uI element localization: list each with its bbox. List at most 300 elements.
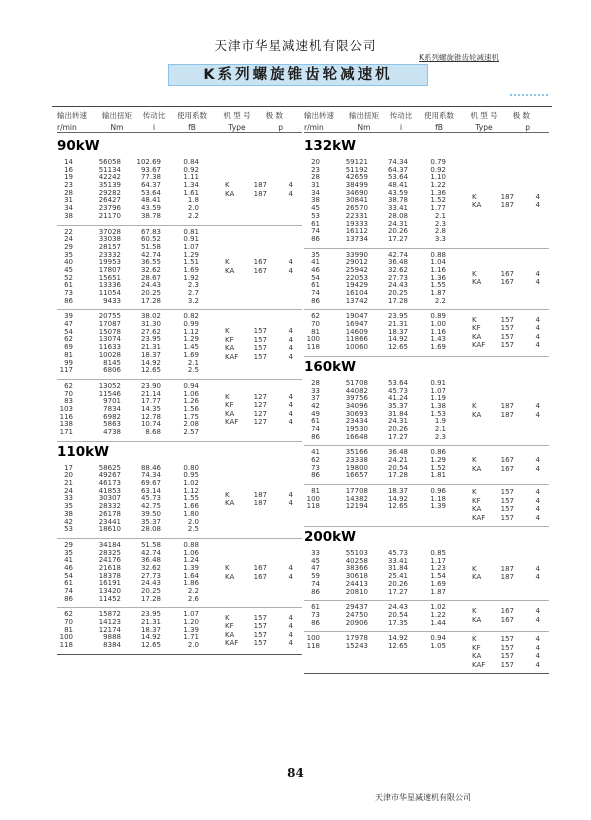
cell-service-factor: 2.1 <box>187 358 199 367</box>
cell-service-factor: 1.9 <box>434 417 446 426</box>
cell-torque: 14609 <box>345 327 368 336</box>
model-type: K <box>472 607 477 616</box>
model-size: 157 <box>500 505 514 514</box>
cell-service-factor: 0.86 <box>430 448 446 457</box>
cell-ratio: 12.65 <box>387 641 408 650</box>
cell-speed: 24 <box>64 235 73 244</box>
cell-service-factor: 2.3 <box>434 219 446 228</box>
data-rows <box>304 449 470 480</box>
cell-service-factor: 1.87 <box>430 587 446 596</box>
cell-torque: 17087 <box>98 320 121 329</box>
cell-ratio: 42.74 <box>140 250 161 259</box>
model-size: 187 <box>253 189 267 198</box>
cell-ratio: 64.37 <box>140 181 161 190</box>
cell-service-factor: 0.94 <box>430 634 446 643</box>
unit-torque: Nm <box>357 123 371 132</box>
cell-service-factor: 1.69 <box>430 343 446 352</box>
model-row <box>223 564 302 573</box>
cell-torque: 29282 <box>98 188 121 197</box>
cell-service-factor: 1.07 <box>183 242 199 251</box>
cell-speed: 74 <box>311 579 320 588</box>
cell-torque: 35139 <box>98 181 121 190</box>
model-row <box>470 465 549 474</box>
cell-ratio: 20.25 <box>140 587 161 595</box>
model-row <box>223 622 302 631</box>
cell-torque: 29437 <box>345 603 368 612</box>
cell-ratio: 24.21 <box>387 456 408 464</box>
cell-speed: 42 <box>64 517 73 526</box>
cell-torque: 26570 <box>345 204 368 213</box>
cell-speed: 61 <box>311 417 320 426</box>
model-type: KAF <box>225 418 239 427</box>
model-row <box>223 327 302 336</box>
table-row <box>304 643 470 651</box>
model-type: KA <box>225 630 235 639</box>
header-ratio: 传动比 <box>389 111 413 120</box>
cell-service-factor: 1.02 <box>430 603 446 612</box>
cell-torque: 21170 <box>98 211 121 220</box>
model-size: 187 <box>500 192 514 201</box>
cell-speed: 52 <box>64 273 73 282</box>
cell-torque: 16947 <box>345 320 368 329</box>
cell-service-factor: 0.95 <box>183 471 199 480</box>
model-poles: 4 <box>288 499 293 508</box>
model-list <box>470 635 549 669</box>
table-row <box>304 620 470 628</box>
cell-ratio: 10.74 <box>140 420 161 429</box>
cell-speed: 31 <box>64 196 73 205</box>
cell-service-factor: 1.69 <box>183 350 199 359</box>
cell-torque: 59121 <box>345 158 368 166</box>
model-type: KA <box>225 266 235 275</box>
cell-torque: 13742 <box>345 296 368 305</box>
cell-service-factor: 1.53 <box>430 409 446 418</box>
cell-ratio: 45.73 <box>387 386 408 395</box>
cell-torque: 7834 <box>103 404 121 413</box>
cell-service-factor: 1.07 <box>430 386 446 395</box>
model-poles: 4 <box>288 392 293 401</box>
model-type: KA <box>472 278 482 287</box>
cell-torque: 26427 <box>98 196 121 205</box>
table-row <box>57 298 223 306</box>
cell-torque: 13734 <box>345 234 368 243</box>
model-row <box>470 616 549 625</box>
model-poles: 4 <box>535 315 540 324</box>
cell-ratio: 53.64 <box>387 378 408 387</box>
cell-speed: 21 <box>64 479 73 488</box>
cell-ratio: 32.62 <box>387 265 408 274</box>
model-poles: 4 <box>535 341 540 350</box>
model-row <box>223 344 302 353</box>
cell-ratio: 23.95 <box>140 335 161 344</box>
model-size: 157 <box>253 622 267 631</box>
cell-torque: 24750 <box>345 610 368 619</box>
cell-speed: 53 <box>311 211 320 220</box>
model-poles: 4 <box>288 418 293 427</box>
cell-service-factor: 1.26 <box>183 397 199 406</box>
cell-service-factor: 2.7 <box>187 289 199 297</box>
model-size: 187 <box>500 564 514 573</box>
cell-ratio: 31.30 <box>140 320 161 329</box>
cell-speed: 53 <box>64 525 73 534</box>
unit-type: Type <box>228 123 246 132</box>
cell-speed: 37 <box>311 394 320 403</box>
model-poles: 4 <box>535 464 540 473</box>
cell-speed: 70 <box>64 389 73 398</box>
model-row <box>223 631 302 640</box>
cell-speed: 81 <box>64 625 73 634</box>
model-type: KF <box>225 335 234 344</box>
model-group <box>57 539 302 609</box>
model-poles: 4 <box>288 335 293 344</box>
cell-service-factor: 1.43 <box>430 335 446 344</box>
cell-speed: 41 <box>64 556 73 565</box>
cell-service-factor: 1.00 <box>430 320 446 329</box>
cell-ratio: 14.35 <box>140 404 161 413</box>
cell-speed: 86 <box>311 234 320 243</box>
cell-speed: 38 <box>311 196 320 205</box>
model-type: K <box>225 490 230 499</box>
cell-torque: 34096 <box>345 401 368 410</box>
cell-ratio: 42.74 <box>387 250 408 259</box>
model-row <box>223 614 302 623</box>
cell-ratio: 60.52 <box>140 235 161 244</box>
cell-speed: 61 <box>64 579 73 588</box>
header-type: 机 型 号 <box>223 111 251 120</box>
model-row <box>223 573 302 582</box>
data-rows <box>304 159 470 244</box>
cell-speed: 49 <box>311 409 320 418</box>
cell-ratio: 23.95 <box>387 312 408 321</box>
cell-speed: 29 <box>64 540 73 549</box>
model-type: KAF <box>472 341 486 350</box>
cell-speed: 19 <box>64 173 73 182</box>
model-poles: 4 <box>535 192 540 201</box>
cell-torque: 9433 <box>103 296 121 305</box>
cell-speed: 46 <box>64 563 73 572</box>
cell-speed: 23 <box>64 181 73 190</box>
cell-ratio: 20.54 <box>387 463 408 472</box>
cell-speed: 100 <box>306 634 320 643</box>
cell-ratio: 43.59 <box>387 188 408 197</box>
cell-ratio: 8.68 <box>145 428 161 436</box>
model-row <box>470 607 549 616</box>
unit-service-factor: fB <box>188 123 196 132</box>
cell-torque: 23338 <box>345 456 368 464</box>
cell-ratio: 77.38 <box>140 173 161 182</box>
model-poles: 4 <box>535 488 540 497</box>
cell-service-factor: 0.81 <box>183 227 199 236</box>
model-list <box>470 252 549 306</box>
cell-speed: 14 <box>64 158 73 166</box>
cell-speed: 20 <box>64 471 73 480</box>
cell-speed: 45 <box>64 265 73 274</box>
cell-torque: 28157 <box>98 242 121 251</box>
cell-speed: 70 <box>311 320 320 329</box>
cell-ratio: 24.31 <box>387 417 408 426</box>
cell-torque: 29012 <box>345 258 368 267</box>
cell-torque: 22053 <box>345 273 368 282</box>
cell-speed: 34 <box>311 188 320 197</box>
cell-speed: 33 <box>311 386 320 395</box>
model-type: K <box>472 315 477 324</box>
model-row <box>470 497 549 506</box>
cell-torque: 6806 <box>103 366 121 375</box>
cell-torque: 4738 <box>103 428 121 436</box>
cell-service-factor: 0.85 <box>430 549 446 558</box>
model-group <box>304 310 549 356</box>
cell-service-factor: 1.39 <box>183 563 199 572</box>
cell-torque: 28325 <box>98 548 121 557</box>
cell-speed: 47 <box>64 320 73 329</box>
cell-torque: 51708 <box>345 378 368 387</box>
power-heading: 90kW <box>57 138 100 154</box>
model-type: KA <box>472 332 482 341</box>
model-size: 187 <box>253 181 267 190</box>
model-poles: 4 <box>535 607 540 616</box>
model-size: 167 <box>253 572 267 581</box>
cell-service-factor: 1.71 <box>183 633 199 642</box>
cell-speed: 73 <box>311 463 320 472</box>
model-type: KA <box>472 573 482 582</box>
cell-service-factor: 3.3 <box>434 234 446 243</box>
cell-torque: 12174 <box>98 625 121 634</box>
cell-service-factor: 1.02 <box>183 479 199 488</box>
model-row <box>223 190 302 199</box>
cell-service-factor: 1.44 <box>430 618 446 627</box>
cell-torque: 12194 <box>345 502 368 511</box>
cell-service-factor: 1.36 <box>430 273 446 282</box>
cell-speed: 118 <box>306 343 320 352</box>
model-poles: 4 <box>535 278 540 287</box>
model-type: KA <box>472 464 482 473</box>
cell-service-factor: 1.45 <box>183 343 199 352</box>
cell-service-factor: 2.1 <box>434 211 446 220</box>
cell-service-factor: 0.92 <box>183 165 199 174</box>
cell-torque: 51134 <box>98 165 121 174</box>
cell-speed: 31 <box>311 181 320 190</box>
table-row <box>304 472 470 480</box>
model-poles: 4 <box>535 615 540 624</box>
cell-speed: 118 <box>306 502 320 511</box>
cell-torque: 8145 <box>103 358 121 367</box>
cell-ratio: 35.37 <box>140 517 161 526</box>
cell-ratio: 41.24 <box>387 394 408 403</box>
cell-torque: 23796 <box>98 204 121 213</box>
cell-service-factor: 2.57 <box>183 428 199 436</box>
cell-torque: 33990 <box>345 250 368 259</box>
cell-service-factor: 1.36 <box>430 188 446 197</box>
cell-ratio: 21.14 <box>140 389 161 398</box>
cell-speed: 62 <box>64 610 73 619</box>
cell-service-factor: 1.17 <box>430 556 446 565</box>
cell-torque: 44082 <box>345 386 368 395</box>
table-row <box>57 596 223 604</box>
cell-service-factor: 2.0 <box>187 204 199 213</box>
model-list <box>223 313 302 375</box>
model-row <box>470 565 549 574</box>
cell-service-factor: 1.23 <box>430 564 446 573</box>
cell-service-factor: 1.69 <box>430 579 446 588</box>
model-size: 157 <box>500 324 514 333</box>
cell-speed: 69 <box>64 343 73 352</box>
cell-speed: 99 <box>64 358 73 367</box>
cell-speed: 81 <box>64 350 73 359</box>
cell-torque: 21618 <box>98 563 121 572</box>
model-type: KAF <box>225 352 239 361</box>
table-row <box>304 434 470 442</box>
cell-service-factor: 1.29 <box>430 456 446 464</box>
model-size: 167 <box>253 258 267 267</box>
model-poles: 4 <box>288 181 293 190</box>
cell-ratio: 23.95 <box>140 610 161 619</box>
cell-speed: 34 <box>64 204 73 213</box>
cell-torque: 15872 <box>98 610 121 619</box>
model-poles: 4 <box>288 327 293 336</box>
unit-torque: Nm <box>110 123 124 132</box>
cell-torque: 14123 <box>98 618 121 627</box>
model-group <box>304 485 549 527</box>
cell-speed: 28 <box>311 378 320 387</box>
cell-speed: 20 <box>311 158 320 166</box>
cell-ratio: 31.84 <box>387 564 408 573</box>
model-list <box>470 550 549 596</box>
cell-speed: 40 <box>64 258 73 267</box>
model-size: 167 <box>253 266 267 275</box>
cell-service-factor: 1.16 <box>430 265 446 274</box>
cell-torque: 17807 <box>98 265 121 274</box>
header-torque: 输出扭矩 <box>349 111 379 120</box>
model-row <box>470 505 549 514</box>
cell-speed: 83 <box>64 397 73 406</box>
cell-ratio: 17.28 <box>387 471 408 480</box>
data-rows <box>304 380 470 442</box>
cell-torque: 20906 <box>345 618 368 627</box>
model-type: K <box>472 635 477 644</box>
model-row <box>223 181 302 190</box>
cell-ratio: 63.14 <box>140 486 161 495</box>
model-size: 127 <box>253 392 267 401</box>
model-type: KA <box>225 189 235 198</box>
cell-torque: 49267 <box>98 471 121 480</box>
cell-ratio: 20.26 <box>387 579 408 588</box>
cell-speed: 35 <box>64 502 73 511</box>
cell-torque: 9888 <box>103 633 121 642</box>
cell-service-factor: 0.82 <box>183 312 199 321</box>
cell-ratio: 67.83 <box>140 227 161 236</box>
model-poles: 4 <box>535 456 540 465</box>
cell-service-factor: 1.12 <box>183 327 199 336</box>
model-size: 167 <box>500 607 514 616</box>
cell-speed: 24 <box>64 486 73 495</box>
cell-ratio: 23.90 <box>140 381 161 390</box>
cell-speed: 62 <box>64 335 73 344</box>
cell-ratio: 24.31 <box>387 219 408 228</box>
cell-ratio: 18.37 <box>387 327 408 336</box>
cell-ratio: 36.48 <box>387 258 408 267</box>
model-poles: 4 <box>288 344 293 353</box>
model-poles: 4 <box>288 613 293 622</box>
model-row <box>470 193 549 202</box>
cell-speed: 62 <box>64 381 73 390</box>
cell-ratio: 18.37 <box>140 625 161 634</box>
header-speed: 输出转速 <box>57 111 87 120</box>
cell-ratio: 20.26 <box>387 227 408 236</box>
power-heading: 200kW <box>304 529 357 546</box>
unit-ratio: i <box>399 123 403 132</box>
unit-type: Type <box>475 123 493 132</box>
cell-torque: 25942 <box>345 265 368 274</box>
catalog-subtitle-link[interactable]: K系列螺旋锥齿轮减速机 <box>419 53 499 62</box>
cell-speed: 61 <box>311 281 320 290</box>
model-type: KAF <box>472 513 486 522</box>
cell-service-factor: 0.92 <box>430 165 446 174</box>
cell-ratio: 17.28 <box>387 296 408 305</box>
cell-service-factor: 1.39 <box>430 502 446 511</box>
model-row <box>470 270 549 279</box>
model-poles: 4 <box>288 564 293 573</box>
model-type: KA <box>225 499 235 508</box>
cell-speed: 35 <box>64 548 73 557</box>
cell-ratio: 14.92 <box>387 335 408 344</box>
model-row <box>223 639 302 648</box>
model-poles: 4 <box>288 572 293 581</box>
cell-speed: 117 <box>59 366 73 375</box>
cell-speed: 138 <box>59 420 73 429</box>
cell-service-factor: 0.79 <box>430 158 446 166</box>
cell-ratio: 14.92 <box>387 634 408 643</box>
cell-service-factor: 1.61 <box>183 188 199 197</box>
model-type: KAF <box>472 660 486 669</box>
model-list <box>223 159 302 221</box>
cell-ratio: 18.37 <box>387 487 408 496</box>
cell-speed: 59 <box>311 572 320 581</box>
cell-service-factor: 1.64 <box>183 571 199 580</box>
model-size: 187 <box>500 201 514 210</box>
cell-torque: 23332 <box>98 250 121 259</box>
cell-ratio: 21.31 <box>140 343 161 352</box>
model-size: 167 <box>500 269 514 278</box>
cell-speed: 100 <box>306 335 320 344</box>
cell-speed: 74 <box>311 227 320 236</box>
cell-ratio: 36.48 <box>140 556 161 565</box>
cell-ratio: 17.27 <box>387 587 408 596</box>
model-poles: 4 <box>535 505 540 514</box>
cell-torque: 42659 <box>345 173 368 182</box>
column-headers <box>304 110 549 122</box>
model-poles: 4 <box>535 660 540 669</box>
cell-torque: 55103 <box>345 549 368 558</box>
model-poles: 4 <box>288 490 293 499</box>
model-row <box>470 488 549 497</box>
cell-torque: 28332 <box>98 502 121 511</box>
cell-ratio: 51.58 <box>140 540 161 549</box>
cell-torque: 18610 <box>98 525 121 534</box>
banner-tail <box>510 94 548 96</box>
cell-torque: 19530 <box>345 424 368 433</box>
cell-service-factor: 1.52 <box>430 196 446 205</box>
model-poles: 4 <box>288 266 293 275</box>
model-row <box>223 410 302 419</box>
cell-speed: 103 <box>59 404 73 413</box>
model-row <box>470 635 549 644</box>
cell-speed: 47 <box>311 564 320 573</box>
data-rows <box>304 252 470 306</box>
cell-service-factor: 2.2 <box>187 211 199 220</box>
unit-speed: r/min <box>57 123 77 132</box>
model-group <box>57 462 302 539</box>
cell-service-factor: 1.52 <box>430 463 446 472</box>
